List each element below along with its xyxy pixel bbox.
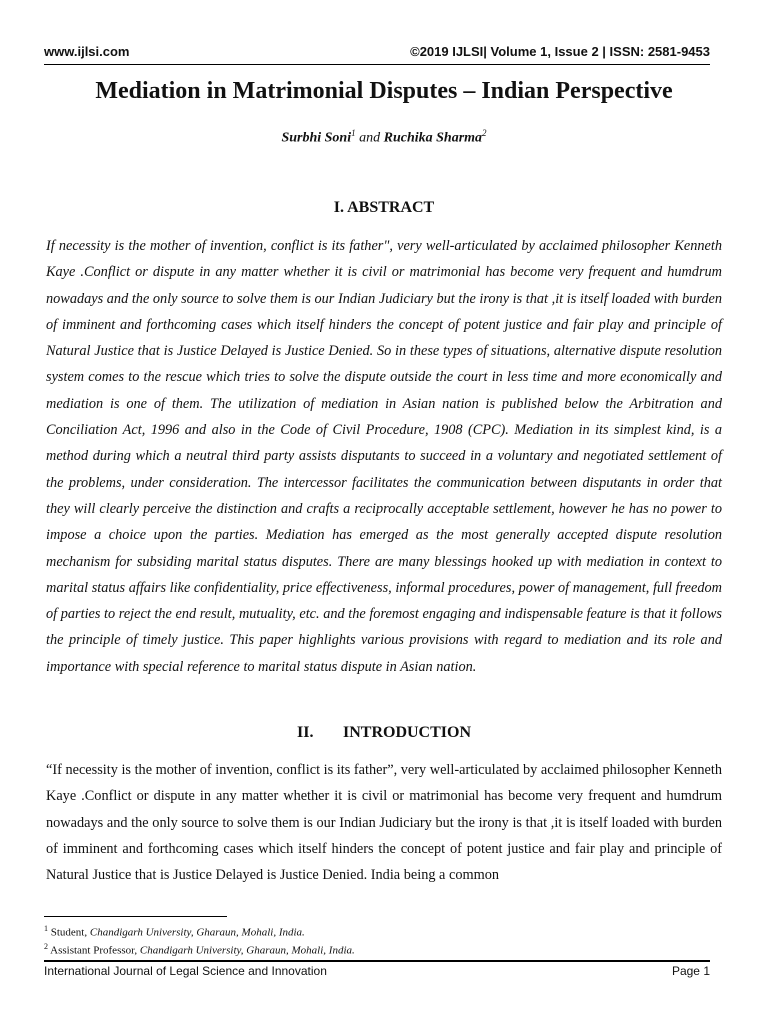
journal-name: International Journal of Legal Science and Innovation <box>44 964 327 978</box>
introduction-heading <box>0 724 768 742</box>
section-number: II. <box>296 724 314 741</box>
section-title: INTRODUCTION <box>342 724 471 741</box>
footnote-role: Assistant Professor, <box>50 944 140 957</box>
author-conjunction: and <box>359 130 381 146</box>
footnotes <box>44 922 355 957</box>
author-name: Ruchika Sharma <box>383 130 483 146</box>
introduction-text: “If necessity is the mother of invention, conflict is its father”, very well-articulated by acclaimed philosopher Kenneth Kaye .Conflict or dispute in any matter whether it is civil or matrimonial has become very frequent and humdrum nowadays and the only source to solve them is our Indian Judiciary but the irony is that ,it is itself loaded with burden of imminent and forthcoming cases which itself hinders the concept of potent justice and fair play and principle of Natural Justice that is Justice Delayed is Justice Denied. India being a common <box>46 762 722 884</box>
footnote-affiliation: Chandigarh University, Gharaun, Mohali, India. <box>89 926 305 939</box>
footer-divider <box>44 960 710 962</box>
footnote <box>44 922 355 940</box>
footnote-number: 2 <box>44 941 48 951</box>
author-name: Surbhi Soni <box>281 130 352 146</box>
footnote-divider <box>44 916 227 917</box>
abstract-text: If necessity is the mother of invention, conflict is its father", very well-articulated by acclaimed philosopher Kenneth Kaye .Conflict or dispute in any matter whether it is civil or matrimonial has become very frequent and humdrum nowadays and the only source to solve them is our Indian Judiciary but the irony is that ,it is itself loaded with burden of imminent and forthcoming cases which itself hinders the concept of potent justice and fair play and principle of Natural Justice that is Justice Delayed is Justice Denied. So in these types of situations, alternative dispute resolution system comes to the rescue which tries to solve the dispute outside the court in less time and more economically and mediation is one of them. The utilization of mediation in Asian nation is published below the Arbitration and Conciliation Act, 1996 and also in the Code of Civil Procedure, 1908 (CPC). Mediation in its simplest kind, is a method during which a neutral third party assists disputants to succeed in a voluntary and negotiated settlement of the problems, under consideration. The intercessor facilitates the communication between disputants in order that they will clearly perceive the distinction and crafts a reciprocally acceptable settlement, however he has no power to impose a choice upon the parties. Mediation has emerged as the most generally accepted dispute resolution mechanism for subsiding marital status disputes. There are many blessings hooked up with mediation in context to marital status affairs like confidentiality, price effectiveness, informal procedures, power of management, full freedom of parties to reject the end result, mutuality, etc. and the foremost engaging and indispensable feature is that it follows the principle of timely justice. This paper highlights various provisions with regard to mediation and its role and importance with special reference to marital status dispute in Asian nation. <box>46 238 722 675</box>
footnote <box>44 940 355 958</box>
footnote-marker[interactable]: 2 <box>482 128 487 138</box>
footnote-marker[interactable]: 1 <box>351 128 356 138</box>
journal-issue-info: ©2019 IJLSI| Volume 1, Issue 2 | ISSN: 2581-9453 <box>410 44 710 59</box>
page-header <box>44 44 710 59</box>
header-divider <box>44 64 710 65</box>
page-footer <box>44 964 710 978</box>
footnote-affiliation: Chandigarh University, Gharaun, Mohali, India. <box>139 944 355 957</box>
page-number: Page 1 <box>671 964 710 978</box>
author-line <box>0 128 768 147</box>
paper-title: Mediation in Matrimonial Disputes – Indian Perspective <box>95 78 673 104</box>
abstract-heading: I. ABSTRACT <box>333 199 435 216</box>
footnote-role: Student, <box>50 926 90 939</box>
journal-website[interactable]: www.ijlsi.com <box>44 44 130 59</box>
footnote-number: 1 <box>44 924 48 933</box>
